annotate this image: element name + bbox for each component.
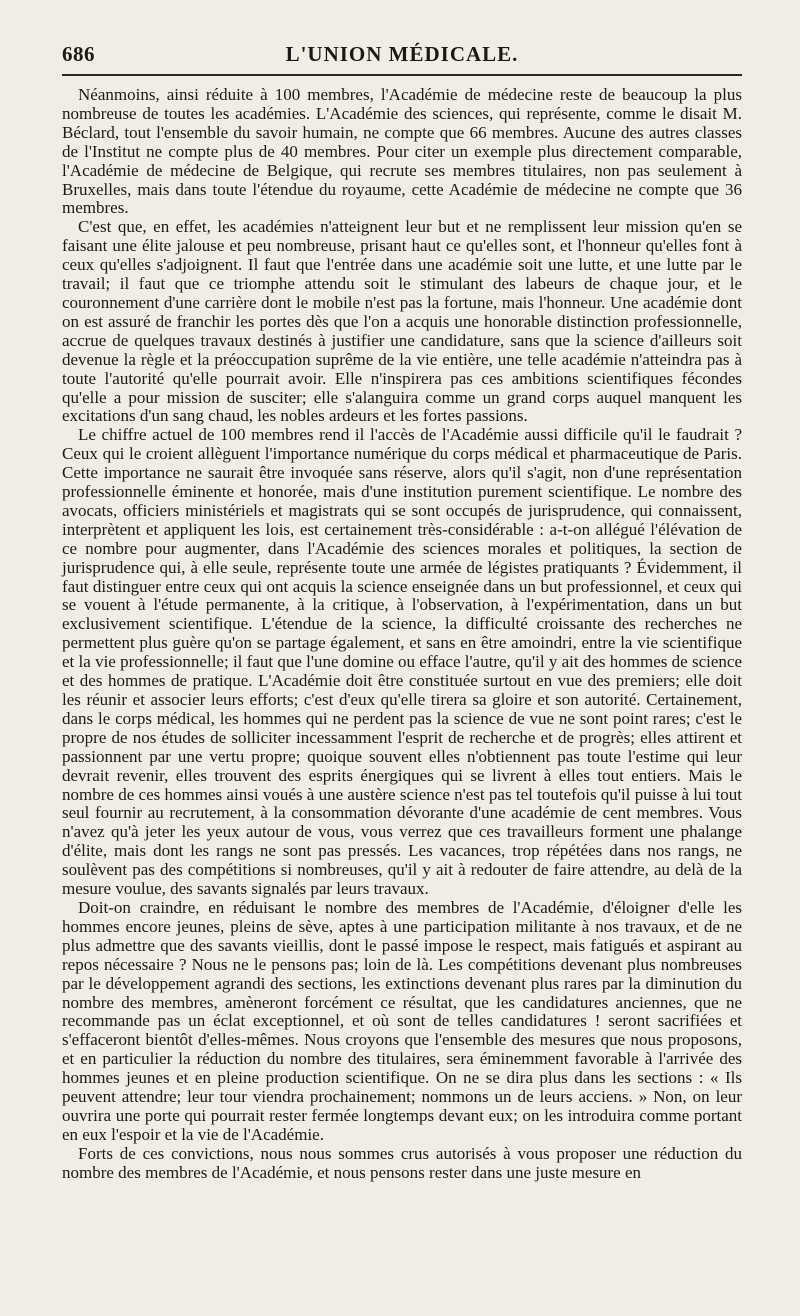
paragraph-3: Le chiffre actuel de 100 membres rend il l'accès de l'Académie aussi difficile qu'il le faudrait ? Ceux qui le croient allèguent l'importance numérique du corps médical et pharmaceutique de Paris. Cette importance ne saurait être invoquée sans réserve, alors qu'il s'agit, non d'une représentation professionnelle éminente et honorée, mais d'une institution purement scientifique. Le nombre des avocats, officiers ministériels et magistrats qui se sont occupés de jurisprudence, qui connaissent, interprètent et appliquent les lois, est certainement très-considérable : a-t-on allégué l'élévation de ce nombre pour augmenter, dans l'Académie des sciences morales et politiques, la section de jurisprudence qui, à elle seule, représente toute une armée de légistes pratiquants ? Évidemment, il faut distinguer entre ceux qui ont acquis la science enseignée dans un but professionnel, et ceux qui se vouent à l'étude permanente, à la critique, à l'observation, à l'expérimentation, dans un but exclusivement scientifique. L'étendue de la science, la difficulté croissante des recherches ne permettent plus guère qu'on se partage également, et sans en être amoindri, entre la vie scientifique et la vie professionnelle; il faut que l'une domine ou efface l'autre, qu'il y ait des hommes de science et des hommes de pratique. L'Académie doit être constituée surtout en vue des premiers; elle doit les réunir et associer leurs efforts; c'est d'eux qu'elle tirera sa gloire et son autorité. Certainement, dans le corps médical, les hommes qui ne perdent pas la science de vue ne sont point rares; c'est le propre de nos études de solliciter incessamment l'esprit de recherche et de progrès; elles attirent et passionnent par une vertu propre; quoique souvent elles n'obtiennent pas toute l'estime qui leur devrait revenir, elles trouvent des esprits énergiques qui se livrent à elles tout entiers. Mais le nombre de ces hommes ainsi voués à une austère science n'est pas tel toutefois qu'il puisse à lui tout seul fournir au recrutement, à la consommation dévorante d'une académie de cent membres. Vous n'avez qu'à jeter les yeux autour de vous, vous verrez que ces travailleurs forment une phalange d'élite, mais dont les rangs ne sont pas pressés. Les vacances, trop répétées dans nos rangs, ne soulèvent pas des compétitions si nombreuses, qu'il y ait à redouter de faire attendre, au delà de la mesure voulue, des savants signalés par leurs travaux. [62,425,742,899]
paragraph-5: Forts de ces convictions, nous nous sommes crus autorisés à vous proposer une réduction du nombre des membres de l'Académie, et nous pensons rester dans une juste mesure en [62,1143,742,1182]
page-number: 686 [62,42,95,66]
running-title: L'UNION MÉDICALE. [285,42,519,66]
header-rule [62,74,742,76]
page-header [62,38,742,68]
article-body [62,86,742,1183]
paragraph-1: Néanmoins, ainsi réduite à 100 membres, l'Académie de médecine reste de beaucoup la plus nombreuse de toutes les académies. L'Académie des sciences, qui représente, comme le disait M. Béclard, tout l'ensemble du savoir humain, ne compte que 66 membres. Aucune des autres classes de l'Institut ne compte plus de 40 membres. Pour citer un exemple plus directement comparable, l'Académie de médecine de Belgique, qui recrute ses membres titulaires, non pas seulement à Bruxelles, mais dans toute l'étendue du royaume, cette Académie de médecine ne compte que 36 membres. [62,85,742,218]
paragraph-2: C'est que, en effet, les académies n'atteignent leur but et ne remplissent leur mission qu'en se faisant une élite jalouse et peu nombreuse, prisant haut ce qu'elles sont, et l'honneur qu'elles font à ceux qu'elles s'adjoignent. Il faut que l'entrée dans une académie soit une lutte, et une lutte par le travail; il faut que ce triomphe attendu soit le stimulant des labeurs de chaque jour, et le couronnement d'une carrière dont le mobile n'est pas la fortune, mais l'honneur. Une académie dont on est assuré de franchir les portes dès que l'on a acquis une honorable distinction professionnelle, accrue de quelques travaux destinés à justifier une candidature, sans que la science d'ailleurs soit devenue la règle et la préoccupation suprême de la vie entière, une telle académie n'atteindra pas à toute l'autorité qu'elle pourrait avoir. Elle n'inspirera pas ces ambitions scientifiques fécondes qu'elle a pour mission de susciter; elle s'alanguira comme un grand corps auquel manquent les excitations d'un sang chaud, les nobles ardeurs et les fortes passions. [62,217,742,426]
paragraph-4: Doit-on craindre, en réduisant le nombre des membres de l'Académie, d'éloigner d'elle les hommes encore jeunes, pleins de sève, aptes à une participation militante à nos travaux, et de ne plus admettre que des savants vieillis, dont le passé impose le respect, mais fatigués et aspirant au repos nécessaire ? Nous ne le pensons pas; loin de là. Les compétitions devenant plus nombreuses par le développement agrandi des sections, les extinctions devenant plus rares par la diminution du nombre des membres, amèneront forcément ce résultat, que les candidatures anciennes, que ne recommande pas un éclat exceptionnel, et où sont de telles candidatures ! seront sacrifiées et s'effaceront bientôt d'elles-mêmes. Nous croyons que l'ensemble des mesures que nous proposons, et en particulier la réduction du nombre des titulaires, sera éminemment favorable à l'arrivée des hommes jeunes et en pleine production scientifique. On ne se dira plus dans les sections : « Ils peuvent attendre; leur tour viendra prochainement; nommons un de leurs acciens. » Non, on leur ouvrira une porte qui pourrait rester fermée longtemps devant eux; on les introduira comme portant en eux l'espoir et la vie de l'Académie. [62,897,742,1144]
